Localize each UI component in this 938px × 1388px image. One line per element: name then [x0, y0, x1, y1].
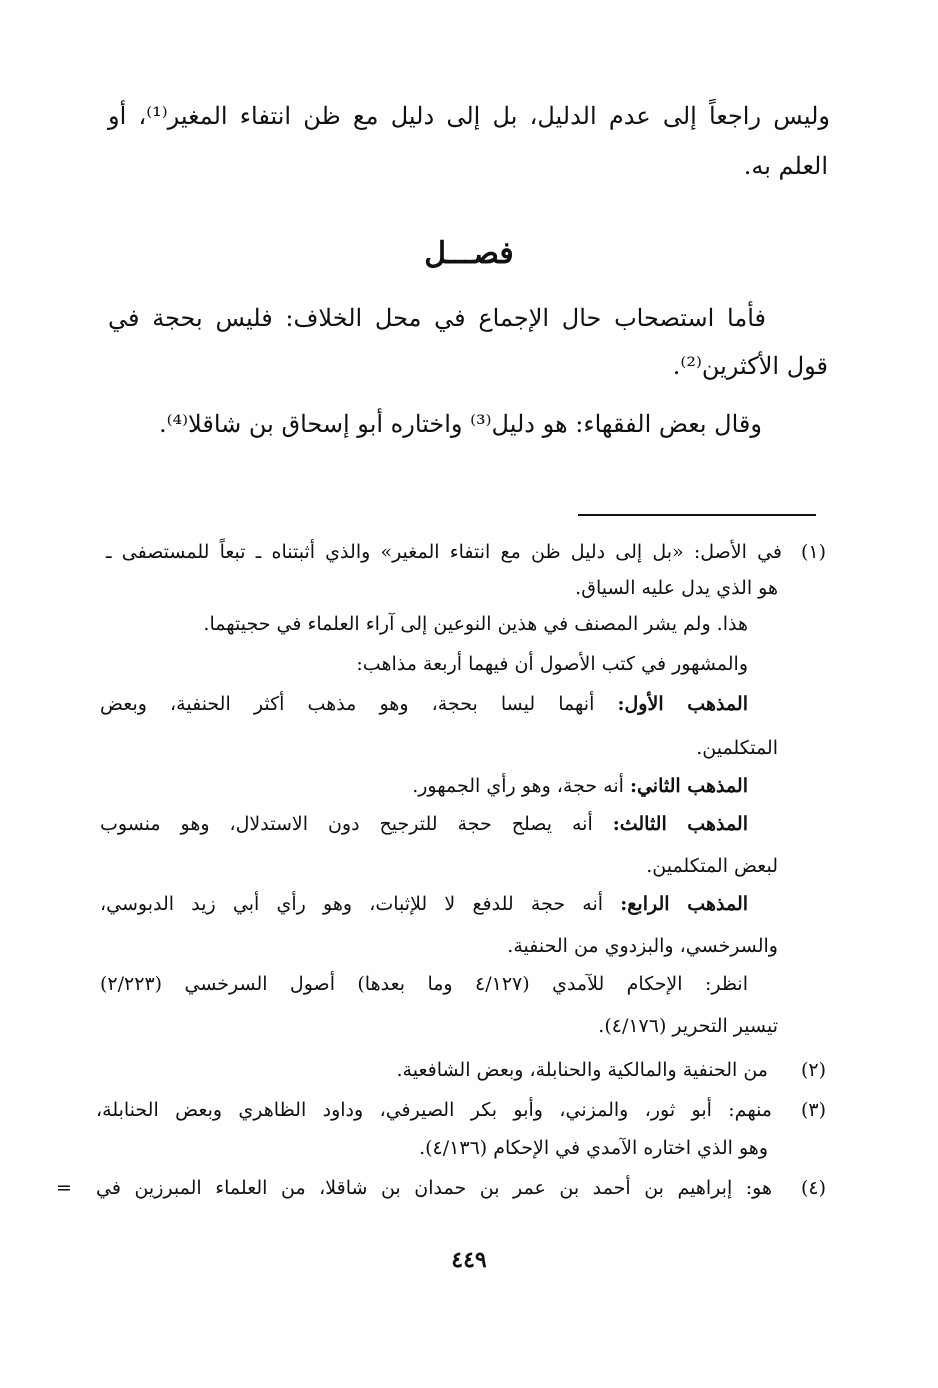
paragraph-1-line-2: العلم به.	[743, 152, 828, 180]
footnote-2-text: من الحنفية والمالكية والحنابلة، وبعض الشافعية.	[396, 1059, 768, 1081]
footnote-1-madhhab-2	[412, 772, 748, 800]
madhhab-4-label: المذهب الرابع:	[620, 893, 749, 915]
footnote-1-number: (١)	[800, 541, 826, 563]
footnote-1-line-2: هو الذي يدل عليه السياق.	[575, 577, 778, 599]
footnote-4-number: (٤)	[800, 1177, 826, 1199]
paragraph-3-line-1: وقال بعض الفقهاء: هو دليل⁽³⁾ واختاره أبو إسحاق بن شاقلا⁽⁴⁾.	[158, 410, 762, 438]
paragraph-1-line-1: وليس راجعاً إلى عدم الدليل، بل إلى دليل مع ظن انتفاء المغير⁽¹⁾، أو	[108, 102, 830, 130]
madhhab-2-label: المذهب الثاني:	[629, 775, 748, 797]
footnote-1-madhhab-1-cont: المتكلمين.	[696, 737, 778, 759]
paragraph-2-line-2: قول الأكثرين⁽²⁾.	[672, 352, 828, 380]
madhhab-1-text: أنهما ليسا بحجة، وهو مذهب أكثر الحنفية، وبعض	[100, 693, 595, 715]
footnote-1-madhhab-3	[100, 810, 748, 838]
footnote-3-line-2: وهو الذي اختاره الآمدي في الإحكام (٤/١٣٦).	[419, 1137, 768, 1159]
madhhab-2-text: أنه حجة، وهو رأي الجمهور.	[412, 775, 624, 797]
footnote-1-madhhab-4-cont: والسرخسي، والبزدوي من الحنفية.	[507, 935, 778, 957]
footnote-1-line-3: هذا. ولم يشر المصنف في هذين النوعين إلى آراء العلماء في حجيتهما.	[203, 613, 748, 635]
footnote-4-text: هو: إبراهيم بن أحمد بن عمر بن حمدان بن شاقلا، من العلماء المبرزين في	[96, 1177, 772, 1199]
footnote-3-line-1: منهم: أبو ثور، والمزني، وأبو بكر الصيرفي، وداود الظاهري وبعض الحنابلة،	[96, 1099, 772, 1121]
footnote-1-madhhab-3-cont: لبعض المتكلمين.	[646, 855, 778, 877]
footnote-3-number: (٣)	[800, 1099, 826, 1121]
page-number: ٤٤٩	[451, 1247, 487, 1273]
footnote-1-reference-line-1: انظر: الإحكام للآمدي (٤/١٢٧ وما بعدها) أصول السرخسي (٢/٢٢٣)	[100, 973, 749, 995]
footnote-2-number: (٢)	[800, 1059, 826, 1081]
footnote-1-madhhab-1	[100, 690, 748, 718]
footnote-1-line-4: والمشهور في كتب الأصول أن فيهما أربعة مذاهب:	[356, 653, 748, 675]
madhhab-3-text: أنه يصلح حجة للترجيح دون الاستدلال، وهو منسوب	[100, 813, 593, 835]
footnote-4-continuation-mark: =	[56, 1177, 72, 1199]
footnote-divider	[578, 514, 816, 516]
madhhab-4-text: أنه حجة للدفع لا للإثبات، وهو رأي أبي زيد الدبوسي،	[100, 893, 604, 915]
paragraph-2-line-1: فأما استصحاب حال الإجماع في محل الخلاف: فليس بحجة في	[108, 304, 766, 332]
footnote-1-line-1: في الأصل: «بل إلى دليل ظن مع انتفاء المغير» والذي أثبتناه ـ تبعاً للمستصفى ـ	[106, 541, 782, 563]
footnote-1-reference-line-2: تيسير التحرير (٤/١٧٦).	[598, 1015, 778, 1037]
section-heading: فصـــل	[424, 236, 514, 271]
footnote-1-madhhab-4	[100, 890, 748, 918]
madhhab-1-label: المذهب الأول:	[617, 693, 748, 715]
madhhab-3-label: المذهب الثالث:	[612, 813, 748, 835]
